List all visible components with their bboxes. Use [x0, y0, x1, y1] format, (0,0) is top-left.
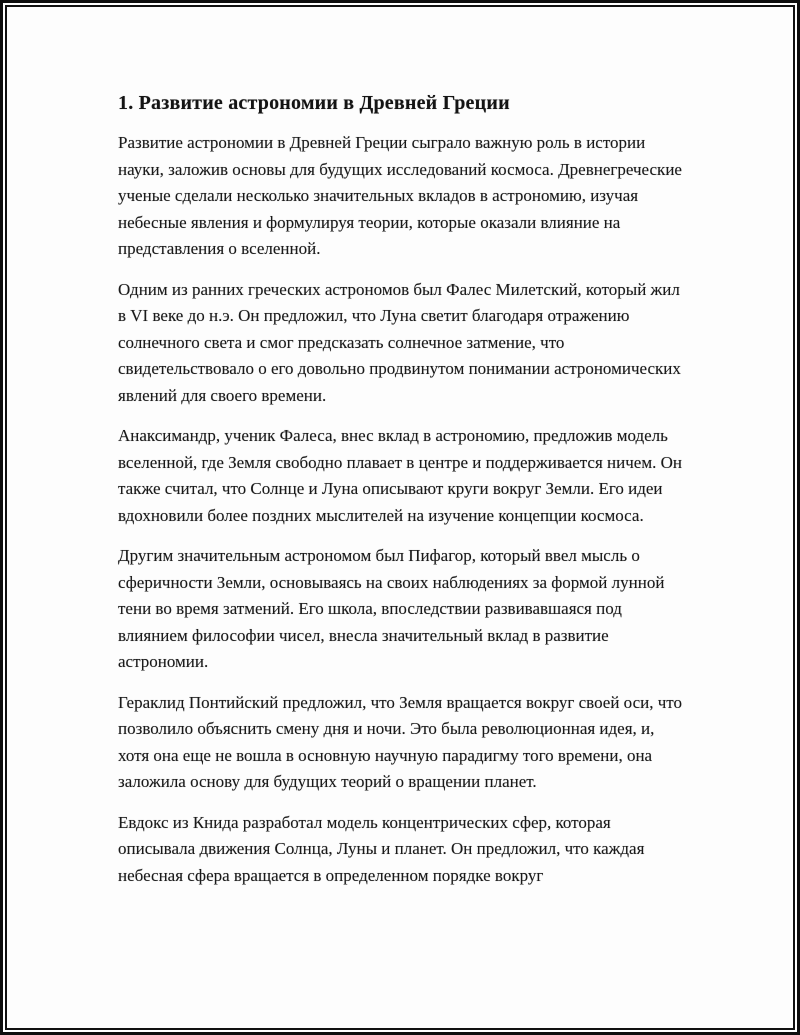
paragraph-heraclides: Гераклид Понтийский предложил, что Земля вращается вокруг своей оси, что позволило объяснить смену дня и ночи. Это была революционная идея, и, хотя она еще не вошла в основную научную парадигму того времени, она заложила основу для будущих теорий о вращении планет. — [118, 692, 682, 791]
document-page — [5, 5, 795, 1030]
page-title: 1. Развитие астрономии в Древней Греции — [118, 92, 510, 114]
paragraph-eudoxus-truncated: Евдокс из Книда разработал модель концентрических сфер, которая описывала движения Солнца, Луны и планет. Он предложил, что каждая небесная сфера вращается в определенном порядке вокруг — [118, 812, 645, 885]
paragraph-pythagoras: Другим значительным астрономом был Пифагор, который ввел мысль о сферичности Земли, основываясь на своих наблюдениях за формой лунной тени во время затмений. Его школа, впоследствии развивавшаяся под влиянием философии чисел, внесла значительный вклад в развитие астрономии. — [118, 546, 665, 671]
paragraph-thales: Одним из ранних греческих астрономов был Фалес Милетский, который жил в VI веке до н.э. Он предложил, что Луна светит благодаря отражению солнечного света и смог предсказать солнечное затмение, что свидетельствовало о его довольно продвинутом понимании астрономических явлений для своего времени. — [118, 279, 681, 405]
paragraph-intro: Развитие астрономии в Древней Греции сыграло важную роль в истории науки, заложив основы для будущих исследований космоса. Древнегреческие ученые сделали несколько значительных вкладов в астрономию, изучая небесные явления и формулируя теории, которые оказали влияние на представления о вселенной. — [118, 133, 682, 258]
paragraph-anaximander: Анаксимандр, ученик Фалеса, внес вклад в астрономию, предложив модель вселенной, где Земля свободно плавает в центре и поддерживается ничем. Он также считал, что Солнце и Луна описывают круги вокруг Земли. Его идеи вдохновили более поздних мыслителей на изучение концепции космоса. — [118, 426, 682, 525]
